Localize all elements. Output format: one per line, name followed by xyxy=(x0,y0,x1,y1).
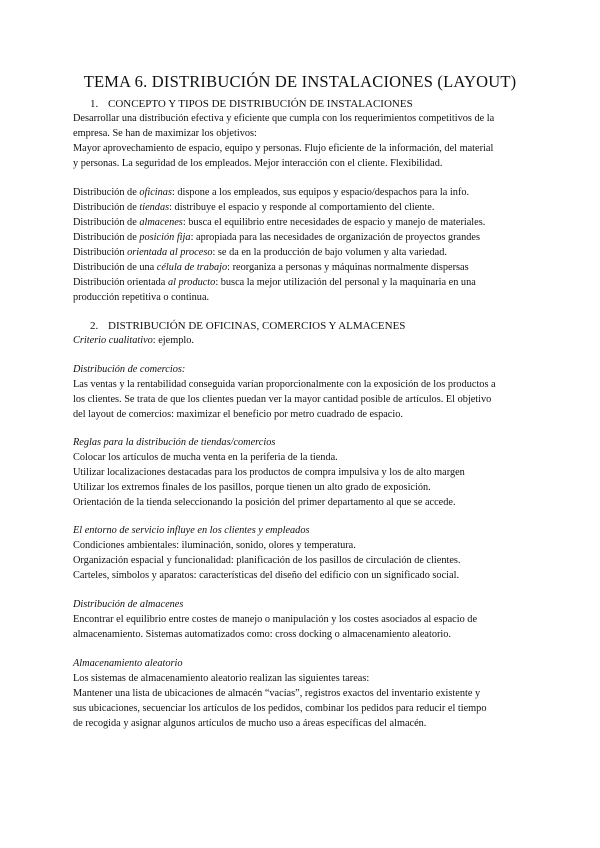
section-1-heading: CONCEPTO Y TIPOS DE DISTRIBUCIÓN DE INSTALACIONES xyxy=(108,98,413,110)
entorno-line: Condiciones ambientales: iluminación, sonido, olores y temperatura. xyxy=(73,540,356,551)
type-line-producto: Distribución orientada al producto: busca la mejor utilización del personal y la maquinaria en una xyxy=(73,277,476,288)
comercios-line: los clientes. Se trata de que los clientes puedan ver la mayor cantidad posible de artículos. El objetivo xyxy=(73,394,492,405)
reglas-line: Utilizar localizaciones destacadas para los productos de compra impulsiva y los de alto margen xyxy=(73,467,465,478)
entorno-line: Organización espacial y funcionalidad: planificación de los pasillos de circulación de clientes. xyxy=(73,555,461,566)
section-2-heading: DISTRIBUCIÓN DE OFICINAS, COMERCIOS Y ALMACENES xyxy=(108,320,406,332)
section-1-number: 1. xyxy=(90,98,99,110)
document-title: TEMA 6. DISTRIBUCIÓN DE INSTALACIONES (LAYOUT) xyxy=(83,72,517,91)
criterio-line: Criterio cualitativo: ejemplo. xyxy=(73,335,194,346)
reglas-line: Utilizar los extremos finales de los pasillos, porque tienen un alto grado de exposición. xyxy=(73,482,431,493)
section-2-number: 2. xyxy=(90,320,99,332)
aleatorio-line: Mantener una lista de ubicaciones de almacén “vacías”, registros exactos del inventario existente y xyxy=(73,688,481,699)
aleatorio-line: Los sistemas de almacenamiento aleatorio realizan las siguientes tareas: xyxy=(73,673,370,684)
comercios-heading: Distribución de comercios: xyxy=(73,364,186,375)
almacenes-line: Encontrar el equilibrio entre costes de manejo o manipulación y los costes asociados al espacio de xyxy=(73,614,478,625)
aleatorio-heading: Almacenamiento aleatorio xyxy=(73,658,183,669)
intro-line: y personas. La seguridad de los empleados. Mejor interacción con el cliente. Flexibilidad. xyxy=(73,158,443,169)
type-line-posicion-fija: Distribución de posición fija: apropiada para las necesidades de organización de proyectos grandes xyxy=(73,232,480,243)
reglas-line: Colocar los artículos de mucha venta en la periferia de la tienda. xyxy=(73,452,338,463)
entorno-line: Carteles, símbolos y aparatos: características del diseño del edificio con un significado social. xyxy=(73,570,460,581)
almacenes-line: almacenamiento. Sistemas automatizados como: cross docking o almacenamiento aleatorio. xyxy=(73,629,452,640)
type-line-celula: Distribución de una célula de trabajo: reorganiza a personas y máquinas normalmente dispersas xyxy=(73,262,469,273)
type-line-tiendas: Distribución de tiendas: distribuye el espacio y responde al comportamiento del cliente. xyxy=(73,202,435,213)
type-line-oficinas: Distribución de oficinas: dispone a los empleados, sus equipos y espacio/despachos para la info. xyxy=(73,187,470,198)
comercios-line: Las ventas y la rentabilidad conseguida varían proporcionalmente con la exposición de los productos a xyxy=(73,379,496,390)
entorno-heading: El entorno de servicio influye en los clientes y empleados xyxy=(73,525,310,536)
intro-line: Mayor aprovechamiento de espacio, equipo y personas. Flujo eficiente de la información, del material xyxy=(73,143,494,154)
comercios-line: del layout de comercios: maximizar el beneficio por metro cuadrado de espacio. xyxy=(73,409,403,420)
almacenes-heading: Distribución de almacenes xyxy=(73,599,184,610)
reglas-heading: Reglas para la distribución de tiendas/comercios xyxy=(73,437,276,448)
aleatorio-line: sus ubicaciones, secuenciar los artículos de los pedidos, combinar los pedidos para reducir el tiempo xyxy=(73,703,487,714)
type-line-proceso: Distribución orientada al proceso: se da en la producción de bajo volumen y alta variedad. xyxy=(73,247,447,258)
aleatorio-line: de recogida y asignar algunos artículos de mucho uso a áreas específicas del almacén. xyxy=(73,718,427,729)
intro-line: Desarrollar una distribución efectiva y eficiente que cumpla con los requerimientos competitivos de la xyxy=(73,113,495,124)
reglas-line: Orientación de la tienda seleccionando la posición del primer departamento al que se accede. xyxy=(73,497,456,508)
type-line-almacenes: Distribución de almacenes: busca el equilibrio entre necesidades de espacio y manejo de materiales. xyxy=(73,217,486,228)
intro-line: empresa. Se han de maximizar los objetivos: xyxy=(73,128,257,139)
type-line-continuation: producción repetitiva o continua. xyxy=(73,292,210,303)
